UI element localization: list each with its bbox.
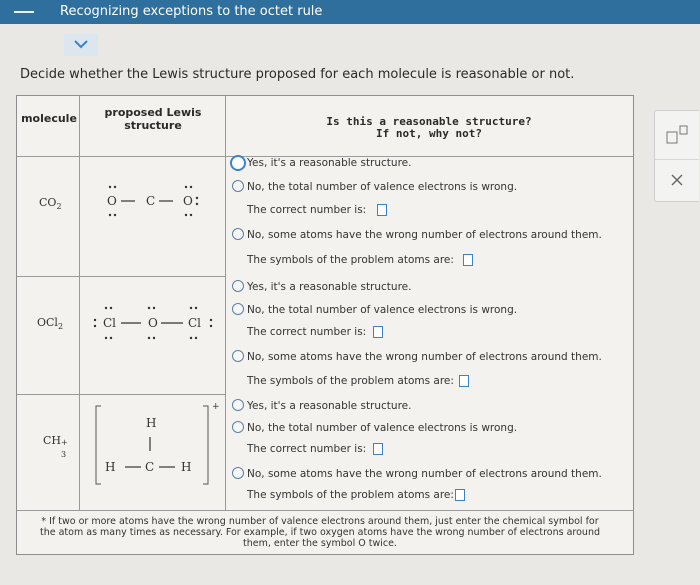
- option-atoms-wrong: No, some atoms have the wrong number of electrons around them.: [247, 229, 602, 241]
- radio-atoms-wrong[interactable]: [232, 350, 244, 362]
- correct-number-label: The correct number is:: [247, 443, 367, 455]
- lewis-atom: O: [107, 194, 117, 208]
- lewis-atom: C: [146, 194, 156, 208]
- option-valence-wrong: No, the total number of valence electrons is wrong.: [247, 422, 518, 434]
- lewis-atom: C: [145, 460, 155, 474]
- radio-valence-wrong[interactable]: [232, 303, 244, 315]
- problem-atoms-input[interactable]: [459, 375, 469, 387]
- lewis-bonds: [91, 304, 217, 344]
- correct-number-label: The correct number is:: [247, 326, 367, 338]
- option-atoms-wrong: No, some atoms have the wrong number of electrons around them.: [247, 351, 602, 363]
- header-question-1: Is this a reasonable structure?: [326, 115, 532, 128]
- instruction-text: Decide whether the Lewis structure proposed for each molecule is reasonable or not.: [20, 67, 575, 82]
- superscript-icon: [665, 125, 691, 145]
- molecule-label: $CO_2$: [39, 196, 62, 212]
- correct-number-input[interactable]: [373, 326, 383, 338]
- option-reasonable: Yes, it's a reasonable structure.: [247, 281, 412, 293]
- option-atoms-wrong: No, some atoms have the wrong number of electrons around them.: [247, 468, 602, 480]
- superscript-button[interactable]: [655, 111, 699, 159]
- radio-atoms-wrong[interactable]: [232, 228, 244, 240]
- molecule-label: OCl$_2$: [37, 316, 64, 332]
- radio-reasonable[interactable]: [232, 280, 244, 292]
- radio-valence-wrong[interactable]: [232, 180, 244, 192]
- collapse-button[interactable]: [64, 34, 98, 56]
- lewis-atom: H: [181, 460, 192, 474]
- option-reasonable: Yes, it's a reasonable structure.: [247, 157, 412, 169]
- footnote: * If two or more atoms have the wrong number of valence electrons around them, just enter the chemical symbol for the atom as many times as necessary. For example, if two oxygen atoms have the wrong number of electrons around them, enter the symbol O twice.: [40, 516, 600, 549]
- tool-panel: [654, 110, 699, 202]
- radio-reasonable[interactable]: [232, 399, 244, 411]
- problem-atoms-label: The symbols of the problem atoms are:: [247, 375, 454, 387]
- close-button[interactable]: [655, 160, 699, 200]
- lewis-atom: H: [146, 416, 157, 430]
- problem-atoms-input[interactable]: [455, 489, 465, 501]
- correct-number-input[interactable]: [377, 204, 387, 216]
- option-reasonable: Yes, it's a reasonable structure.: [247, 400, 412, 412]
- correct-number-label: The correct number is:: [247, 204, 367, 216]
- lewis-atom: O: [183, 194, 193, 208]
- question-table: [16, 95, 634, 555]
- lewis-atom: H: [105, 460, 116, 474]
- option-valence-wrong: No, the total number of valence electrons is wrong.: [247, 304, 518, 316]
- lewis-charge: +: [212, 402, 220, 412]
- top-bar: [0, 0, 700, 24]
- header-question-2: If not, why not?: [376, 127, 482, 140]
- problem-atoms-label: The symbols of the problem atoms are:: [247, 254, 454, 266]
- header-structure-1: proposed Lewis: [104, 106, 202, 119]
- molecule-label: CH + 3: [43, 434, 68, 459]
- header-molecule: molecule: [21, 112, 77, 125]
- menu-icon[interactable]: [14, 11, 34, 13]
- lewis-atom: Cl: [188, 316, 202, 330]
- lewis-bonds: [101, 184, 201, 224]
- page-title: Recognizing exceptions to the octet rule: [60, 4, 323, 19]
- radio-atoms-wrong[interactable]: [232, 467, 244, 479]
- header-structure-2: structure: [124, 119, 182, 132]
- chevron-down-icon: [74, 39, 88, 49]
- problem-atoms-input[interactable]: [463, 254, 473, 266]
- radio-reasonable[interactable]: [230, 155, 246, 171]
- close-icon: [670, 173, 684, 187]
- correct-number-input[interactable]: [373, 443, 383, 455]
- radio-valence-wrong[interactable]: [232, 421, 244, 433]
- problem-atoms-label: The symbols of the problem atoms are:: [247, 489, 454, 501]
- lewis-brackets: [95, 404, 219, 488]
- lewis-atom: Cl: [103, 316, 117, 330]
- lewis-atom: O: [148, 316, 158, 330]
- option-valence-wrong: No, the total number of valence electrons is wrong.: [247, 181, 518, 193]
